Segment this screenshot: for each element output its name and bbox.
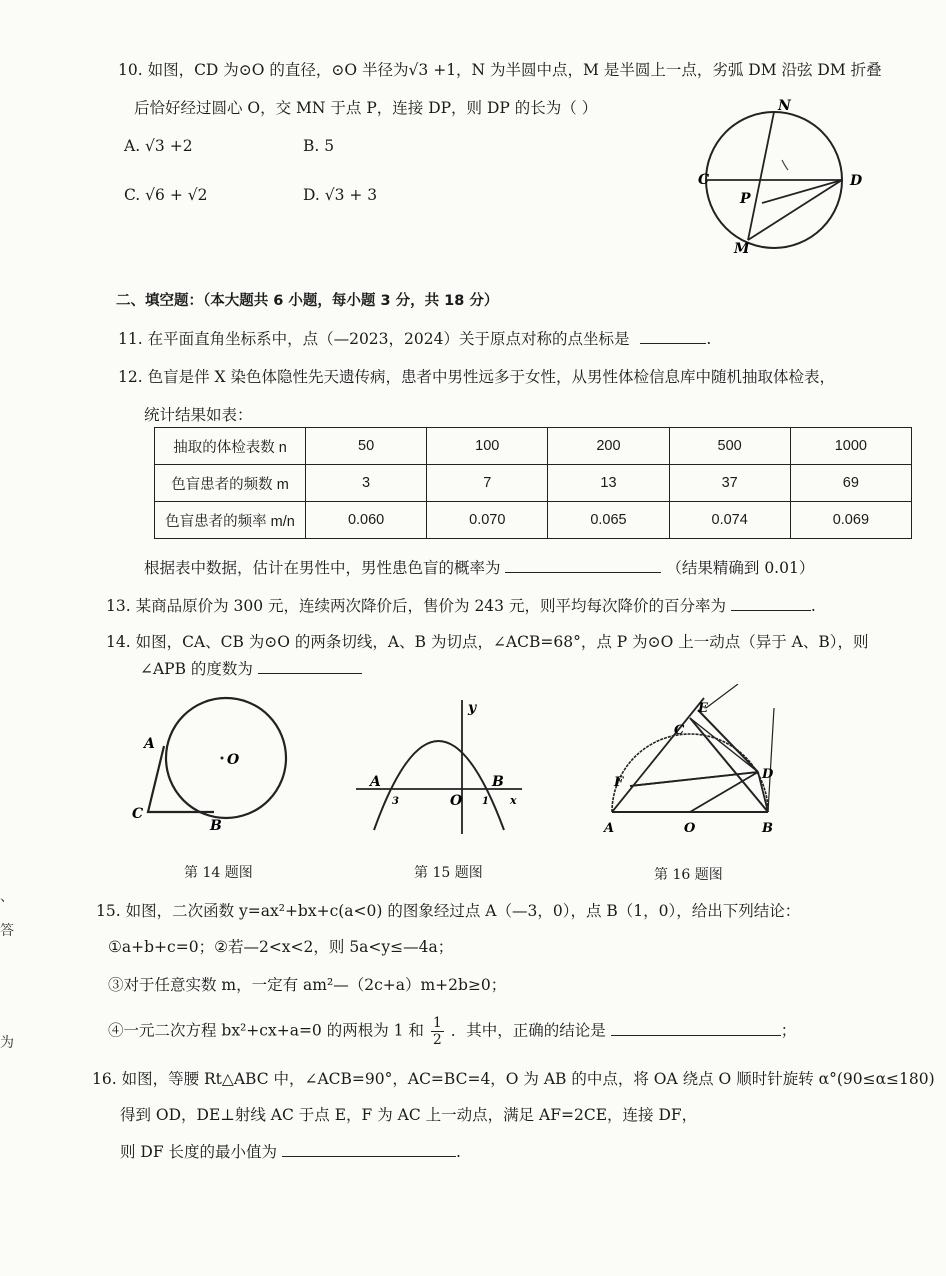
q16-line3: 则 DF 长度的最小值为	[120, 1143, 278, 1161]
q10-label-n: N	[778, 98, 791, 114]
q15-line1: 15. 如图，二次函数 y=ax²+bx+c(a<0) 的图象经过点 A（—3，0），点 B（1，0），给出下列结论：	[96, 902, 801, 920]
fig14-caption: 第 14 题图	[184, 865, 253, 881]
q15-line4	[108, 1015, 796, 1048]
margin-fragment: 、	[0, 889, 14, 905]
table-cell: 100	[427, 428, 548, 465]
q15-line4a: ④一元二次方程 bx²+cx+a=0 的两根为 1 和	[108, 1021, 424, 1040]
q16-answer-blank[interactable]	[282, 1142, 456, 1157]
q13-text	[106, 594, 816, 616]
margin-fragment: 为	[0, 1035, 14, 1051]
q10-figure	[690, 95, 870, 265]
table-cell: 37	[669, 465, 790, 502]
q14-line2: ∠APB 的度数为	[140, 660, 253, 678]
q15-end: ；	[780, 1021, 797, 1040]
fig16-label-d: D	[762, 767, 774, 782]
q11-answer-blank[interactable]	[640, 329, 706, 344]
q12-line2: 统计结果如表：	[144, 406, 253, 424]
q12-line1: 12. 色盲是伴 X 染色体隐性先天遗传病，患者中男性远多于女性，从男性体检信息库中随机抽取体检表，	[118, 368, 835, 386]
q10-option-c: C. √6 + √2	[124, 186, 208, 204]
q15-answer-blank[interactable]	[611, 1021, 781, 1036]
fig15-label-y: y	[468, 700, 477, 716]
table-cell: 200	[548, 428, 669, 465]
q14-line1: 14. 如图，CA、CB 为⊙O 的两条切线，A、B 为切点，∠ACB=68°，点 P 为⊙O 上一动点（异于 A、B），则	[106, 633, 869, 651]
table-row-header: 色盲患者的频数 m	[155, 465, 306, 502]
table-cell: 0.069	[790, 502, 911, 539]
fig16-label-e: E	[698, 701, 708, 716]
fig14-label-o: O	[227, 752, 240, 768]
q12-stats-table	[154, 427, 912, 539]
table-cell: 0.070	[427, 502, 548, 539]
fig14	[126, 696, 316, 836]
fig16-label-f: F	[614, 775, 624, 790]
q16-line3-wrap	[120, 1140, 461, 1162]
table-cell: 0.074	[669, 502, 790, 539]
q13-question: 13. 某商品原价为 300 元，连续两次降价后，售价为 243 元，则平均每次降价的百分率为	[106, 597, 726, 615]
q12-note: （结果精确到 0.01）	[666, 559, 815, 577]
q16-line1: 16. 如图，等腰 Rt△ABC 中，∠ACB=90°，AC=BC=4，O 为 AB 的中点，将 OA 绕点 O 顺时针旋转 α°(90≤α≤180)	[92, 1070, 935, 1088]
fig15-tick-3: 3	[392, 796, 399, 807]
fig16-label-c: C	[674, 723, 685, 738]
fig16-label-b: B	[762, 821, 773, 836]
q15-fraction	[431, 1015, 444, 1048]
q10-line2: 后恰好经过圆心 O，交 MN 于点 P，连接 DP，则 DP 的长为（ ）	[134, 99, 598, 117]
q16-end: .	[455, 1143, 461, 1161]
fig15-label-x: x	[510, 794, 517, 807]
table-cell: 13	[548, 465, 669, 502]
table-cell: 500	[669, 428, 790, 465]
fig16-label-o: O	[684, 821, 696, 836]
q14-line2-wrap	[140, 657, 362, 679]
table-row	[155, 428, 912, 465]
table-cell: 3	[306, 465, 427, 502]
fig14-label-b: B	[210, 818, 222, 834]
q12-answer-blank[interactable]	[505, 558, 661, 573]
fig15	[352, 696, 532, 838]
table-row-header: 抽取的体检表数 n	[155, 428, 306, 465]
fig16-caption: 第 16 题图	[654, 867, 723, 883]
table-cell: 7	[427, 465, 548, 502]
q10-option-d: D. √3 + 3	[303, 186, 378, 204]
table-row	[155, 465, 912, 502]
table-row	[155, 502, 912, 539]
q15-frac-den: 2	[432, 1032, 442, 1048]
fig16-label-a: A	[604, 821, 615, 836]
q10-label-p: P	[740, 191, 751, 207]
table-cell: 50	[306, 428, 427, 465]
q11-end: .	[706, 330, 712, 348]
table-cell: 1000	[790, 428, 911, 465]
fig15-label-a: A	[370, 774, 381, 790]
fig16	[598, 684, 798, 840]
fig15-label-o: O	[450, 793, 463, 809]
q10-option-a: A. √3 +2	[124, 137, 193, 155]
q15-line2: ①a+b+c=0；②若—2<x<2，则 5a<y≤—4a；	[108, 938, 454, 956]
fig14-label-a: A	[144, 736, 155, 752]
q10-label-c: C	[698, 172, 710, 188]
fig15-caption: 第 15 题图	[414, 865, 483, 881]
q14-answer-blank[interactable]	[258, 659, 362, 674]
q15-line4b: ．其中，正确的结论是	[450, 1021, 606, 1040]
q15-line3: ③对于任意实数 m，一定有 am²—（2c+a）m+2b≥0；	[108, 976, 507, 994]
section2-title: 二、填空题：（本大题共 6 小题，每小题 3 分，共 18 分）	[116, 293, 499, 309]
fig15-tick-1: 1	[482, 796, 489, 807]
table-cell: 0.060	[306, 502, 427, 539]
table-cell: 0.065	[548, 502, 669, 539]
q12-after-text: 根据表中数据，估计在男性中，男性患色盲的概率为	[144, 559, 501, 577]
q15-frac-num: 1	[432, 1015, 442, 1031]
q10-label-m: M	[734, 241, 750, 257]
q10-line1: 10. 如图，CD 为⊙O 的直径，⊙O 半径为√3 +1，N 为半圆中点，M 是半圆上一点，劣弧 DM 沿弦 DM 折叠	[118, 61, 882, 79]
fig15-label-b: B	[492, 774, 504, 790]
q11-text	[118, 327, 711, 349]
q12-after	[144, 556, 814, 578]
table-cell: 69	[790, 465, 911, 502]
fig14-label-c: C	[132, 806, 144, 822]
q10-label-d: D	[850, 173, 863, 189]
q13-end: .	[810, 597, 816, 615]
q10-option-b: B. 5	[303, 137, 335, 155]
q16-line2: 得到 OD，DE⊥射线 AC 于点 E，F 为 AC 上一动点，满足 AF=2CE，连接 DF，	[120, 1106, 698, 1124]
q11-question: 11. 在平面直角坐标系中，点（—2023，2024）关于原点对称的点坐标是	[118, 330, 630, 348]
margin-fragment: 答	[0, 923, 14, 939]
table-row-header: 色盲患者的频率 m/n	[155, 502, 306, 539]
q13-answer-blank[interactable]	[731, 596, 811, 611]
